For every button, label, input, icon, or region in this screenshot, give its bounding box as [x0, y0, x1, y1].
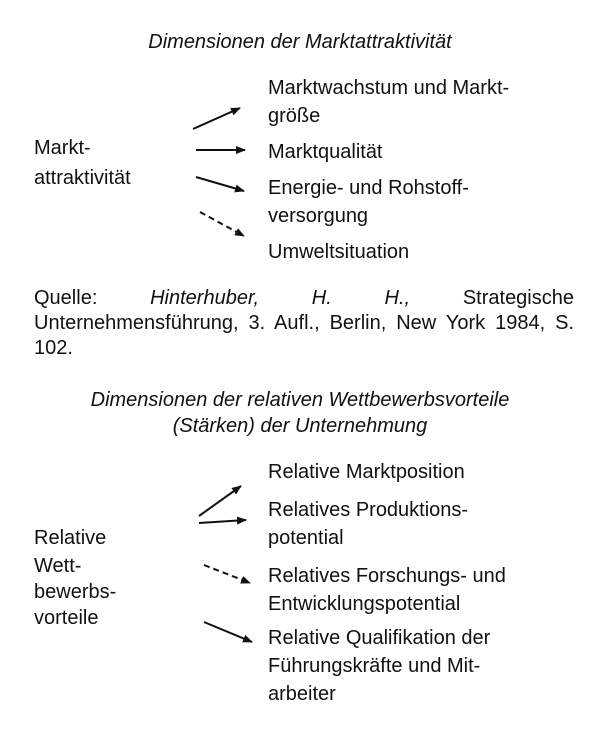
section2-target-2-line-1: Relatives Produktions-: [268, 499, 469, 521]
section1-source-line-1: Markt-: [34, 137, 91, 159]
section2-target-4-line-2: Führungskräfte und Mit-: [268, 655, 481, 677]
section1-target-1-line-2: größe: [268, 105, 321, 127]
section2-title-line-2: (Stärken) der Unternehmung: [172, 415, 428, 437]
section1-target-3-line-1: Energie- und Rohstoff-: [268, 177, 469, 199]
section2-source-line-3: bewerbs-: [34, 581, 117, 603]
arrow-s2-3: [204, 565, 250, 583]
section2-source-line-4: vorteile: [34, 607, 99, 629]
citation-prefix: Quelle:: [34, 287, 151, 309]
section2-title-line-1: Dimensionen der relativen Wettbewerbsvorteile: [90, 389, 510, 411]
arrow-s1-4: [200, 212, 244, 236]
section1-target-3-line-2: versorgung: [268, 205, 369, 227]
section1-target-1-line-1: Marktwachstum und Markt-: [268, 77, 510, 99]
section2-source-line-2: Wett-: [34, 555, 82, 577]
section2-target-3-line-2: Entwicklungspotential: [268, 593, 461, 615]
arrow-s2-2: [199, 520, 246, 523]
citation-rest: Strategische Unternehmensführung, 3. Aufl., Berlin, New York 1984, S. 102.: [34, 287, 574, 359]
section1-target-2-line-1: Marktqualität: [268, 141, 383, 163]
arrow-s1-1: [193, 108, 240, 129]
arrow-s2-4: [204, 622, 252, 642]
section2-target-4-line-3: arbeiter: [268, 683, 336, 705]
section2-target-2-line-2: potential: [268, 527, 344, 549]
section1-target-4-line-1: Umweltsituation: [268, 241, 410, 263]
section2-target-3-line-1: Relatives Forschungs- und: [268, 565, 506, 587]
citation-author: Hinterhuber, H. H.,: [150, 287, 411, 309]
arrow-s1-3: [196, 177, 244, 191]
section2-source-line-1: Relative: [34, 527, 107, 549]
section1-title: Dimensionen der Marktattraktivität: [148, 31, 452, 53]
section1-source-line-2: attraktivität: [34, 167, 131, 189]
arrow-s2-1: [199, 486, 241, 516]
section2-target-4-line-1: Relative Qualifikation der: [268, 627, 491, 649]
cut-off-text-line: [34, 722, 474, 729]
section2-target-1-line-1: Relative Marktposition: [268, 461, 465, 483]
